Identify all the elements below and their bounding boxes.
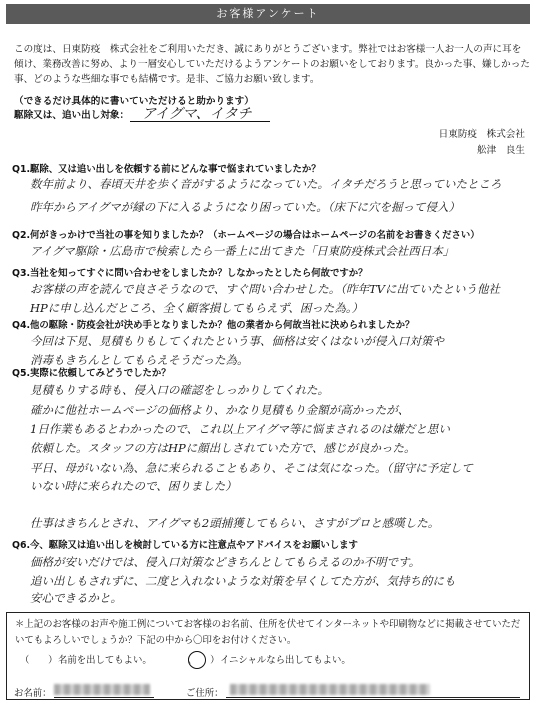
address-redacted xyxy=(230,684,430,695)
answer-line: 平日、母がいない為、急に来られることもあり、そこは気になった。（留守に予定して xyxy=(30,461,473,475)
answer-line: いない時に来られたので、困りました） xyxy=(30,479,237,493)
option-name-label: 名前を出してもよい。 xyxy=(58,655,152,666)
consent-note: ＊上記のお客様のお声や施工例についてお客様のお名前、住所を伏せてインターネットや印刷物などに掲載させていただいてもよろしいでしょうか？下記の中から〇印をお付けください。 xyxy=(15,619,521,646)
target-value: アイグマ、イタチ xyxy=(142,106,252,122)
company-name: 日東防疫 株式会社 xyxy=(438,129,525,140)
answer-line: 依頼した。スタッフの方はHPに顔出しされていた方で、感じが良かった。 xyxy=(30,441,416,455)
answer-line: 消毒もきちんとしてもらえそうだった為。 xyxy=(30,353,249,367)
answer-line: 1日作業もあるとわかったので、これ以上アイグマ等に悩まされるのは嫌だと思い xyxy=(30,422,450,436)
answer-line: 安心できるかと。 xyxy=(30,591,122,605)
answer-line: 今回は下見、見積もりもしてくれたという事、価格は安くはないが侵入口対策や xyxy=(30,334,444,348)
name-underline xyxy=(54,697,154,698)
question-6: Q6.今、駆除又は追い出しを検討している方に注意点やアドバイスをお願いします xyxy=(12,540,358,551)
answer-line: 確かに他社ホームページの価格より、かなり見積もり金額が高かったが、 xyxy=(30,403,410,417)
company-block xyxy=(439,127,525,159)
target-label: 駆除又は、追い出し対象： xyxy=(14,110,130,121)
selected-circle-mark xyxy=(188,651,206,669)
question-2: Q2.何がきっかけで当社の事を知りましたか？（ホームページの場合はホームページの名前をお書きください） xyxy=(12,230,480,241)
option-name-paren: （ ） xyxy=(20,655,58,666)
option-initial-paren: （ ） xyxy=(182,655,220,666)
answer-line: アイグマ駆除・広島市で検索したら一番上に出てきた「日東防疫株式会社西日本」 xyxy=(30,244,455,258)
intro-note: （できるだけ具体的に書いていただけると助かります） xyxy=(14,96,254,107)
answer-line: 数年前より、春頃天井を歩く音がするようになっていた。イタチだろうと思っていたところ xyxy=(30,177,502,191)
target-underline xyxy=(130,121,270,122)
answer-line: 追い出しもされずに、二度と入れないような対策を早くしてた方が、気持ち的にも xyxy=(30,574,456,588)
answer-line: HPに申し込んだところ、全く顧客損してもらえず、困った為。） xyxy=(30,301,364,315)
question-3: Q3.当社を知ってすぐに問い合わせをしましたか？しなかったとしたら何故ですか？ xyxy=(12,268,368,279)
survey-title: お客様アンケート xyxy=(6,4,530,24)
question-4: Q4.他の駆除・防疫会社が決め手となりましたか？他の業者から何故当社に決められましたか？ xyxy=(12,320,415,331)
question-5: Q5.実際に依頼してみどうでしたか？ xyxy=(12,368,171,379)
intro-text: この度は、日東防疫 株式会社をご利用いただき、誠にありがとうございます。弊社ではお客様一人お一人の声に耳を傾け、業務改善に努め、より一層安心していただけるようアンケートのお願いをしております。良かった事、嫌しかった事、どのような些細な事でも結構です。是非、ご協力お願い致します。 xyxy=(14,44,530,85)
answer-line: 昨年からアイグマが縁の下に入るようになり困っていた。（床下に穴を掘って侵入） xyxy=(30,200,460,214)
question-1: Q1.駆除、又は追い出しを依頼する前にどんな事で悩まれていましたか？ xyxy=(12,164,321,175)
answer-line: 価格が安いだけでは、侵入口対策などきちんとしてもらえるのか不明です。 xyxy=(30,555,421,569)
company-person: 舩津 良生 xyxy=(477,145,525,156)
answer-line: お客様の声を読んで良さそうなので、すぐ問い合わせした。（昨年TVに出ていたという他社 xyxy=(30,282,500,296)
address-underline xyxy=(226,697,520,698)
name-redacted xyxy=(54,684,150,695)
name-label: お名前： xyxy=(14,688,52,699)
address-label: ご住所： xyxy=(186,688,224,699)
answer-line: 仕事はきちんとされ、アイグマも2頭捕獲してもらい、さすがプロと感嘆した。 xyxy=(30,516,440,530)
answer-line: 見積もりする時も、侵入口の確認をしっかりしてくれた。 xyxy=(30,383,329,397)
option-initial-label: イニシャルなら出してもよい。 xyxy=(220,655,351,666)
